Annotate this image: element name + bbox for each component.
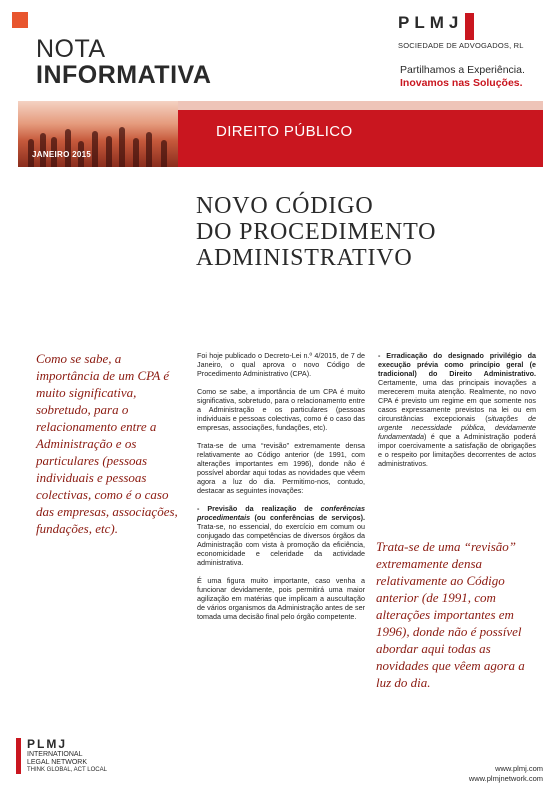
brand-header [392, 13, 540, 50]
bullet-heading: - Previsão da realização de [197, 504, 313, 513]
tagline [400, 64, 543, 90]
paragraph: Como se sabe, a importância de um CPA é muito significativa, sobretudo, para o relacionamento entre a Administração e os particulares (pessoas individuais e pessoas colectivas, como é o caso das empresas, associações, fundações, etc). [197, 387, 365, 432]
bullet-body: Certamente, uma das principais inovações a merecerem muita atenção. Realmente, no novo CPA é previsto um regime em que somente nos casos expressamente previstos na lei ou em circunstâncias excepcionais ( [378, 378, 536, 423]
document-type-title [36, 36, 211, 88]
bullet-heading-tail: (ou conferências de serviços). [254, 513, 365, 522]
footer-line-1: INTERNATIONAL [27, 751, 83, 758]
bullet-body: Trata-se, no essencial, do exercício em comum ou conjugado das competências de diversos órgãos da Administração com vista à promoção da eficiência, economicidade e celeridade da actividade administrativa. [197, 522, 365, 567]
footer-links [469, 764, 543, 784]
paragraph [197, 504, 365, 567]
section-label: DIREITO PÚBLICO [216, 123, 353, 140]
title-nota: NOTA [36, 35, 106, 63]
footer-line-2: LEGAL NETWORK [27, 758, 88, 766]
footer-network-logo [16, 738, 107, 775]
footer-link-network[interactable]: www.plmjnetwork.com [468, 774, 543, 783]
article-title-line-3: ADMINISTRATIVO [196, 245, 413, 271]
footer-red-bar [16, 738, 21, 774]
title-informativa: INFORMATIVA [36, 61, 212, 89]
pullquote-left: Como se sabe, a importância de um CPA é muito significativa, sobretudo, para o relacionamento entre a Administração e os particulares (pessoas individuais e pessoas colectivas, como é o caso das empresas, associações, fundações, etc). [36, 351, 178, 536]
bullet-body-italic: situações de urgente necessidade pública, devidamente fundamentada [378, 414, 537, 441]
article-column-right [378, 351, 536, 477]
bullet-body-tail: ) é que a Administração poderá impor coercivamente a satisfação de obrigações e o respeito por limitações decorrentes de actos administrativos. [378, 432, 536, 468]
footer-slogan: THINK GLOBAL, ACT LOCAL [27, 767, 107, 773]
corner-accent-square [12, 12, 28, 28]
pullquote-right: Trata-se de uma “revisão” extremamente densa relativamente ao Código anterior (de 1991, com alterações importantes em 1996), donde não é possível abordar aqui todas as novidades que vêem agora a luz do dia. [376, 539, 525, 690]
tagline-line-1: Partilhamos a Experiência. [400, 64, 525, 76]
brand-subtitle: SOCIEDADE DE ADVOGADOS, RL [398, 41, 524, 50]
logo-red-mark [465, 13, 474, 40]
paragraph [378, 351, 536, 468]
banner-top-stripe [178, 101, 543, 110]
article-title-line-1: NOVO CÓDIGO [196, 193, 374, 219]
article-title-line-2: DO PROCEDIMENTO [196, 219, 437, 245]
footer-plmj: PLMJ [27, 737, 68, 751]
bullet-heading: - Erradicação do designado privilégio da execução prévia como princípio geral (e tradicional) do Direito Administrativo. [378, 351, 536, 378]
paragraph: Foi hoje publicado o Decreto-Lei n.º 4/2015, de 7 de Janeiro, o qual aprova o novo Código de Procedimento Administrativo (CPA). [197, 351, 365, 378]
tagline-line-2: Inovamos nas Soluções. [400, 77, 523, 89]
plmj-logo: PLMJ [398, 13, 464, 32]
article-title [196, 193, 536, 271]
issue-date: JANEIRO 2015 [32, 150, 92, 159]
section-banner [18, 101, 543, 167]
article-column-middle [197, 351, 365, 630]
paragraph: É uma figura muito importante, caso venha a funcionar devidamente, pois permitirá uma maior agilização em matérias que implicam a auscultação de vários organismos da Administração antes de ser tomada uma decisão final pelo órgão competente. [197, 576, 365, 621]
paragraph: Trata-se de uma “revisão” extremamente densa relativamente ao Código anterior (de 1991, com alterações importantes em 1996), donde não é possível abordar aqui todas as novidades que vêem agora a luz do dia. Permitimo-nos, contudo, destacar as seguintes inovações: [197, 441, 365, 495]
footer-link-plmj[interactable]: www.plmj.com [495, 764, 543, 773]
bullet-heading-term: conferências procedimentais [197, 504, 365, 522]
